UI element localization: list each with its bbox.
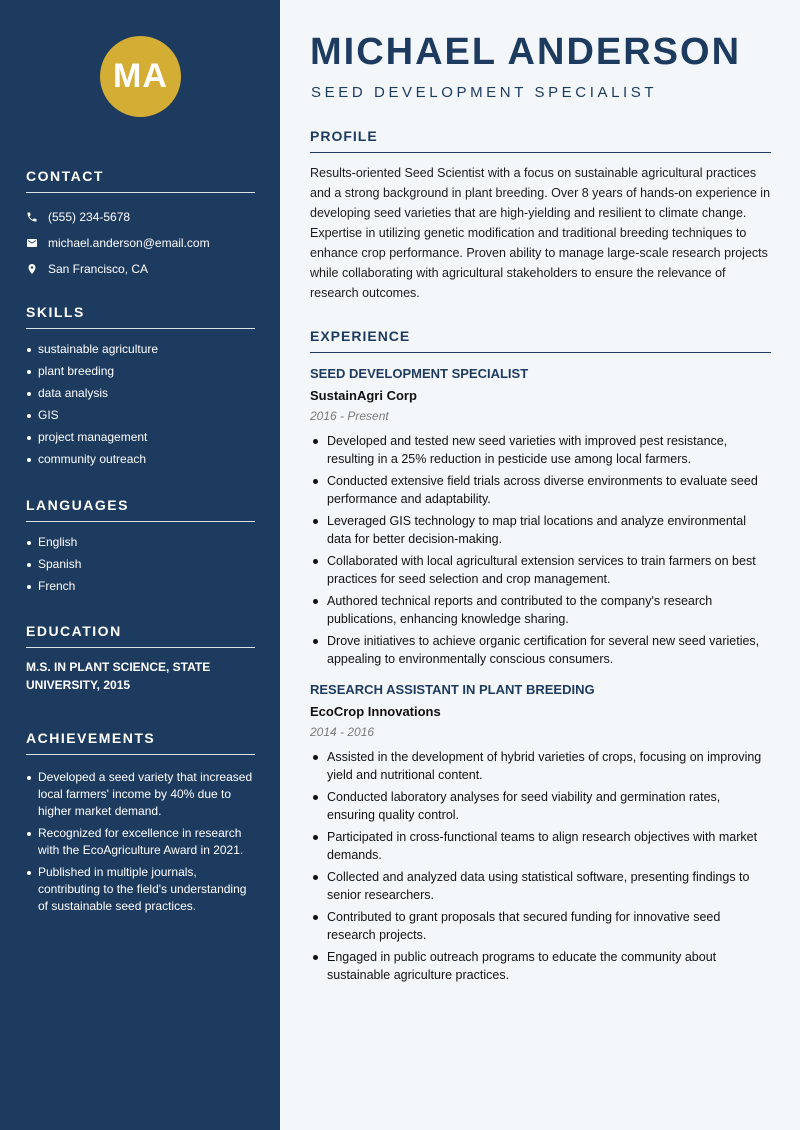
job-bullet: Leveraged GIS technology to map trial locations and analyze environmental data for better decision-making. bbox=[310, 512, 771, 548]
job-company: EcoCrop Innovations bbox=[310, 704, 441, 719]
candidate-title: SEED DEVELOPMENT SPECIALIST bbox=[311, 84, 658, 101]
job-bullet: Collected and analyzed data using statistical software, presenting findings to senior researchers. bbox=[310, 868, 771, 904]
job-bullet: Engaged in public outreach programs to educate the community about sustainable agriculture practices. bbox=[310, 948, 771, 984]
job-bullets bbox=[310, 748, 771, 984]
contact-heading: CONTACT bbox=[26, 168, 255, 193]
job-bullet: Collaborated with local agricultural extension services to train farmers on best practices for seed selection and crop management. bbox=[310, 552, 771, 588]
skill-item: data analysis bbox=[26, 385, 255, 402]
contact-location bbox=[26, 256, 255, 282]
job-bullet: Participated in cross-functional teams to align research objectives with market demands. bbox=[310, 828, 771, 864]
skill-item: community outreach bbox=[26, 451, 255, 468]
job-bullet: Conducted laboratory analyses for seed viability and germination rates, ensuring quality control. bbox=[310, 788, 771, 824]
skill-item: GIS bbox=[26, 407, 255, 424]
job-bullet: Developed and tested new seed varieties with improved pest resistance, resulting in a 25% reduction in pesticide use among local farmers. bbox=[310, 432, 771, 468]
location-pin-icon bbox=[26, 263, 48, 275]
job-role: RESEARCH ASSISTANT IN PLANT BREEDING bbox=[310, 682, 595, 697]
languages-section bbox=[26, 497, 255, 600]
main-content bbox=[280, 0, 800, 1130]
job-entry bbox=[310, 366, 771, 668]
skill-item: plant breeding bbox=[26, 363, 255, 380]
language-item: English bbox=[26, 534, 255, 551]
achievements-list bbox=[26, 769, 255, 915]
job-role: SEED DEVELOPMENT SPECIALIST bbox=[310, 366, 529, 381]
job-bullets bbox=[310, 432, 771, 668]
job-bullet: Authored technical reports and contributed to the company's research publications, enhancing knowledge sharing. bbox=[310, 592, 771, 628]
language-item: Spanish bbox=[26, 556, 255, 573]
education-section bbox=[26, 623, 255, 694]
contact-email bbox=[26, 230, 255, 256]
achievements-heading: ACHIEVEMENTS bbox=[26, 730, 255, 755]
job-dates: 2014 - 2016 bbox=[310, 725, 375, 739]
achievements-section bbox=[26, 730, 255, 920]
job-bullet: Conducted extensive field trials across diverse environments to evaluate seed performance and adaptability. bbox=[310, 472, 771, 508]
contact-section bbox=[26, 168, 255, 282]
education-degree: M.S. IN PLANT SCIENCE, STATE UNIVERSITY, 2015 bbox=[26, 660, 211, 692]
job-bullet: Contributed to grant proposals that secured funding for innovative seed research projects. bbox=[310, 908, 771, 944]
sidebar bbox=[0, 0, 280, 1130]
experience-heading: EXPERIENCE bbox=[310, 328, 771, 353]
languages-list bbox=[26, 534, 255, 595]
job-entry bbox=[310, 682, 771, 984]
job-dates: 2016 - Present bbox=[310, 409, 389, 423]
experience-section bbox=[310, 328, 771, 988]
job-bullet: Drove initiatives to achieve organic certification for several new seed varieties, appealing to environmentally conscious consumers. bbox=[310, 632, 771, 668]
skills-section bbox=[26, 304, 255, 473]
job-company: SustainAgri Corp bbox=[310, 388, 417, 403]
email-text: michael.anderson@email.com bbox=[48, 236, 210, 250]
phone-icon bbox=[26, 211, 48, 223]
profile-section bbox=[310, 128, 771, 303]
location-text: San Francisco, CA bbox=[48, 262, 149, 276]
phone-text: (555) 234-5678 bbox=[48, 210, 131, 224]
avatar: MA bbox=[100, 36, 181, 117]
skill-item: project management bbox=[26, 429, 255, 446]
mail-icon bbox=[26, 237, 48, 249]
job-bullet: Assisted in the development of hybrid varieties of crops, focusing on improving yield and nutritional content. bbox=[310, 748, 771, 784]
achievement-item: Recognized for excellence in research with the EcoAgriculture Award in 2021. bbox=[26, 825, 255, 859]
skills-heading: SKILLS bbox=[26, 304, 255, 329]
candidate-name: MICHAEL ANDERSON bbox=[310, 31, 742, 73]
languages-heading: LANGUAGES bbox=[26, 497, 255, 522]
language-item: French bbox=[26, 578, 255, 595]
achievement-item: Developed a seed variety that increased local farmers' income by 40% due to higher market demand. bbox=[26, 769, 255, 820]
skill-item: sustainable agriculture bbox=[26, 341, 255, 358]
achievement-item: Published in multiple journals, contributing to the field's understanding of sustainable seed practices. bbox=[26, 864, 255, 915]
profile-text: Results-oriented Seed Scientist with a focus on sustainable agricultural practices and a strong background in plant breeding. Over 8 years of hands-on experience in developing seed varieties that are high-yielding and resilient to climate change. Expertise in utilizing genetic modification and traditional breeding techniques to enhance crop performance. Proven ability to manage large-scale research projects while collaborating with agricultural stakeholders to ensure the relevance of research outcomes. bbox=[310, 166, 771, 300]
contact-phone bbox=[26, 204, 255, 230]
profile-heading: PROFILE bbox=[310, 128, 771, 153]
skills-list bbox=[26, 341, 255, 468]
education-heading: EDUCATION bbox=[26, 623, 255, 648]
